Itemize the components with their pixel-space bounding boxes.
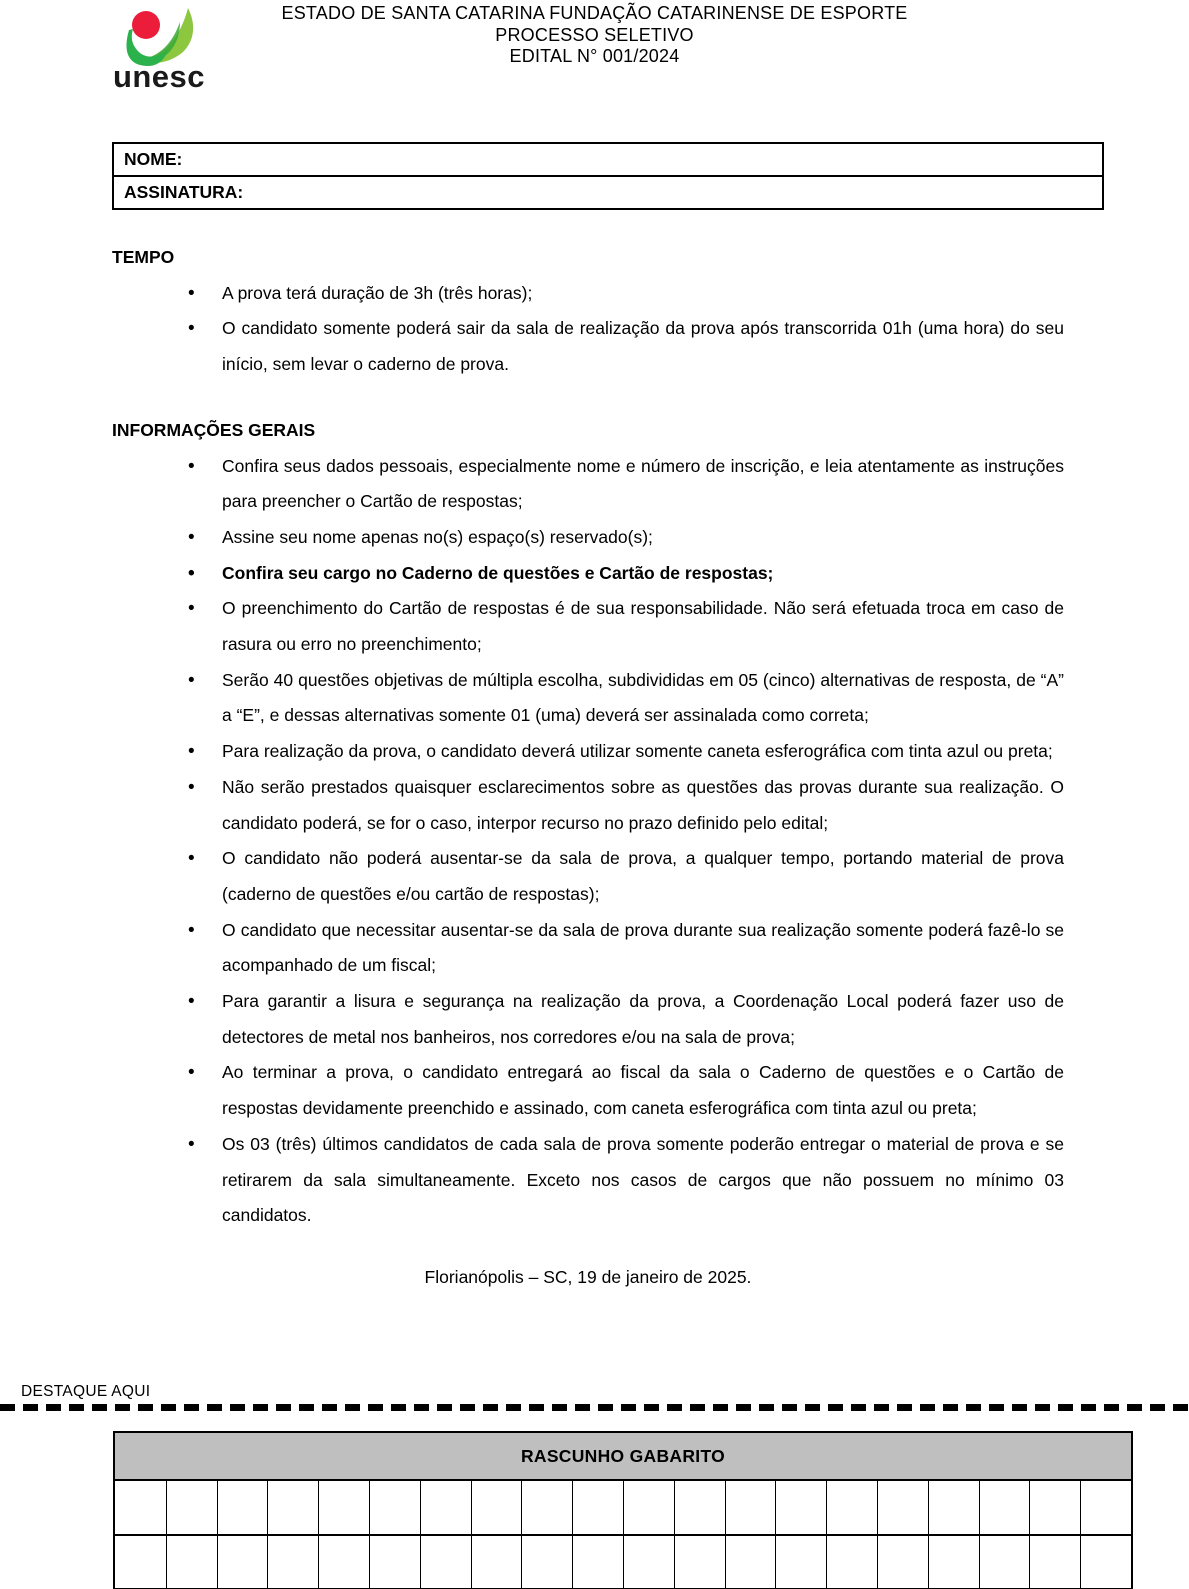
gabarito-row — [115, 1534, 1131, 1588]
header-line-2: PROCESSO SELETIVO — [495, 24, 694, 45]
name-row — [114, 144, 1102, 175]
gabarito-cell — [115, 1481, 166, 1534]
gabarito-cell — [521, 1536, 572, 1588]
cut-dashed-line — [0, 1404, 1189, 1411]
section — [112, 240, 1064, 383]
gabarito-cell — [318, 1536, 369, 1588]
gabarito-cell — [725, 1481, 776, 1534]
gabarito-cell — [267, 1536, 318, 1588]
gabarito-row — [115, 1481, 1131, 1534]
logo-wordmark: unesc — [112, 59, 206, 90]
gabarito-cell — [1080, 1481, 1131, 1534]
bullet-item: • Assine seu nome apenas no(s) espaço(s) reservado(s); — [186, 520, 1064, 556]
section-title: TEMPO — [112, 247, 175, 267]
gabarito-table — [113, 1431, 1133, 1589]
bullet-item: • Não serão prestados quaisquer esclarecimentos sobre as questões das provas durante sua realização. O candidato poderá, se for o caso, interpor recurso no prazo definido pelo edital; — [186, 770, 1064, 841]
gabarito-cell — [521, 1481, 572, 1534]
document-header — [0, 3, 1189, 68]
date-line: Florianópolis – SC, 19 de janeiro de 2025. — [424, 1266, 752, 1287]
gabarito-cell — [979, 1536, 1030, 1588]
gabarito-cell — [674, 1481, 725, 1534]
section-title: INFORMAÇÕES GERAIS — [112, 419, 316, 440]
gabarito-cell — [166, 1481, 217, 1534]
gabarito-cell — [166, 1536, 217, 1588]
instructions-content — [112, 240, 1064, 1296]
gabarito-cell — [572, 1536, 623, 1588]
gabarito-cell — [877, 1536, 928, 1588]
bullet-list — [112, 449, 1064, 1234]
gabarito-cell — [928, 1536, 979, 1588]
gabarito-title: RASCUNHO GABARITO — [115, 1433, 1131, 1481]
cut-here-label: DESTAQUE AQUI — [21, 1383, 151, 1400]
section — [112, 413, 1064, 1234]
bullet-item: • O candidato que necessitar ausentar-se da sala de prova durante sua realização somente poderá fazê-lo se acompanhado de um fiscal; — [186, 913, 1064, 984]
identification-table — [112, 142, 1104, 210]
bullet-item: • O candidato não poderá ausentar-se da sala de prova, a qualquer tempo, portando material de prova (caderno de questões e/ou cartão de respostas); — [186, 841, 1064, 912]
gabarito-cell — [877, 1481, 928, 1534]
gabarito-cell — [725, 1536, 776, 1588]
gabarito-cell — [623, 1536, 674, 1588]
sections — [112, 240, 1064, 1234]
gabarito-cell — [420, 1481, 471, 1534]
gabarito-cell — [369, 1481, 420, 1534]
header-line-3: EDITAL N° 001/2024 — [509, 46, 680, 66]
gabarito-cell — [267, 1481, 318, 1534]
bullet-item: • O preenchimento do Cartão de respostas é de sua responsabilidade. Não será efetuada troca em caso de rasura ou erro no preenchimento; — [186, 591, 1064, 662]
gabarito-cell — [420, 1536, 471, 1588]
gabarito-rows — [115, 1481, 1131, 1588]
gabarito-cell — [1029, 1481, 1080, 1534]
gabarito-cell — [775, 1481, 826, 1534]
gabarito-cell — [775, 1536, 826, 1588]
bullet-item: • Confira seu cargo no Caderno de questões e Cartão de respostas; — [186, 556, 1064, 592]
signature-row — [114, 175, 1102, 208]
gabarito-cell — [674, 1536, 725, 1588]
gabarito-cell — [217, 1536, 268, 1588]
gabarito-cell — [318, 1481, 369, 1534]
gabarito-cell — [1080, 1536, 1131, 1588]
gabarito-cell — [572, 1481, 623, 1534]
gabarito-cell — [115, 1536, 166, 1588]
bullet-item: • Confira seus dados pessoais, especialmente nome e número de inscrição, e leia atentamente as instruções para preencher o Cartão de respostas; — [186, 449, 1064, 520]
signature-label: ASSINATURA: — [124, 182, 244, 202]
gabarito-cell — [826, 1536, 877, 1588]
bullet-item: • Serão 40 questões objetivas de múltipla escolha, subdivididas em 05 (cinco) alternativas de resposta, de “A” a “E”, e dessas alternativas somente 01 (uma) deverá ser assinalada como correta; — [186, 663, 1064, 734]
gabarito-cell — [1029, 1536, 1080, 1588]
bullet-item: • Os 03 (três) últimos candidatos de cada sala de prova somente poderão entregar o material de prova e se retirarem da sala simultaneamente. Exceto nos casos de cargos que não possuem no mínimo 03 candidatos. — [186, 1127, 1064, 1234]
gabarito-cell — [826, 1481, 877, 1534]
gabarito-cell — [928, 1481, 979, 1534]
bullet-item: • Para realização da prova, o candidato deverá utilizar somente caneta esferográfica com tinta azul ou preta; — [186, 734, 1064, 770]
gabarito-cell — [471, 1481, 522, 1534]
gabarito-cell — [471, 1536, 522, 1588]
gabarito-cell — [217, 1481, 268, 1534]
bullet-item: • A prova terá duração de 3h (três horas); — [186, 276, 1064, 312]
bullet-item: • Ao terminar a prova, o candidato entregará ao fiscal da sala o Caderno de questões e o Cartão de respostas devidamente preenchido e assinado, com caneta esferográfica com tinta azul ou preta; — [186, 1055, 1064, 1126]
bullet-item: • O candidato somente poderá sair da sala de realização da prova após transcorrida 01h (uma hora) do seu início, sem levar o caderno de prova. — [186, 311, 1064, 382]
bullet-item: • Para garantir a lisura e segurança na realização da prova, a Coordenação Local poderá fazer uso de detectores de metal nos banheiros, nos corredores e/ou na sala de prova; — [186, 984, 1064, 1055]
name-label: NOME: — [124, 149, 183, 169]
gabarito-cell — [369, 1536, 420, 1588]
gabarito-cell — [623, 1481, 674, 1534]
gabarito-cell — [979, 1481, 1030, 1534]
header-line-1: ESTADO DE SANTA CATARINA FUNDAÇÃO CATARINENSE DE ESPORTE — [281, 3, 908, 23]
bullet-list — [112, 276, 1064, 383]
